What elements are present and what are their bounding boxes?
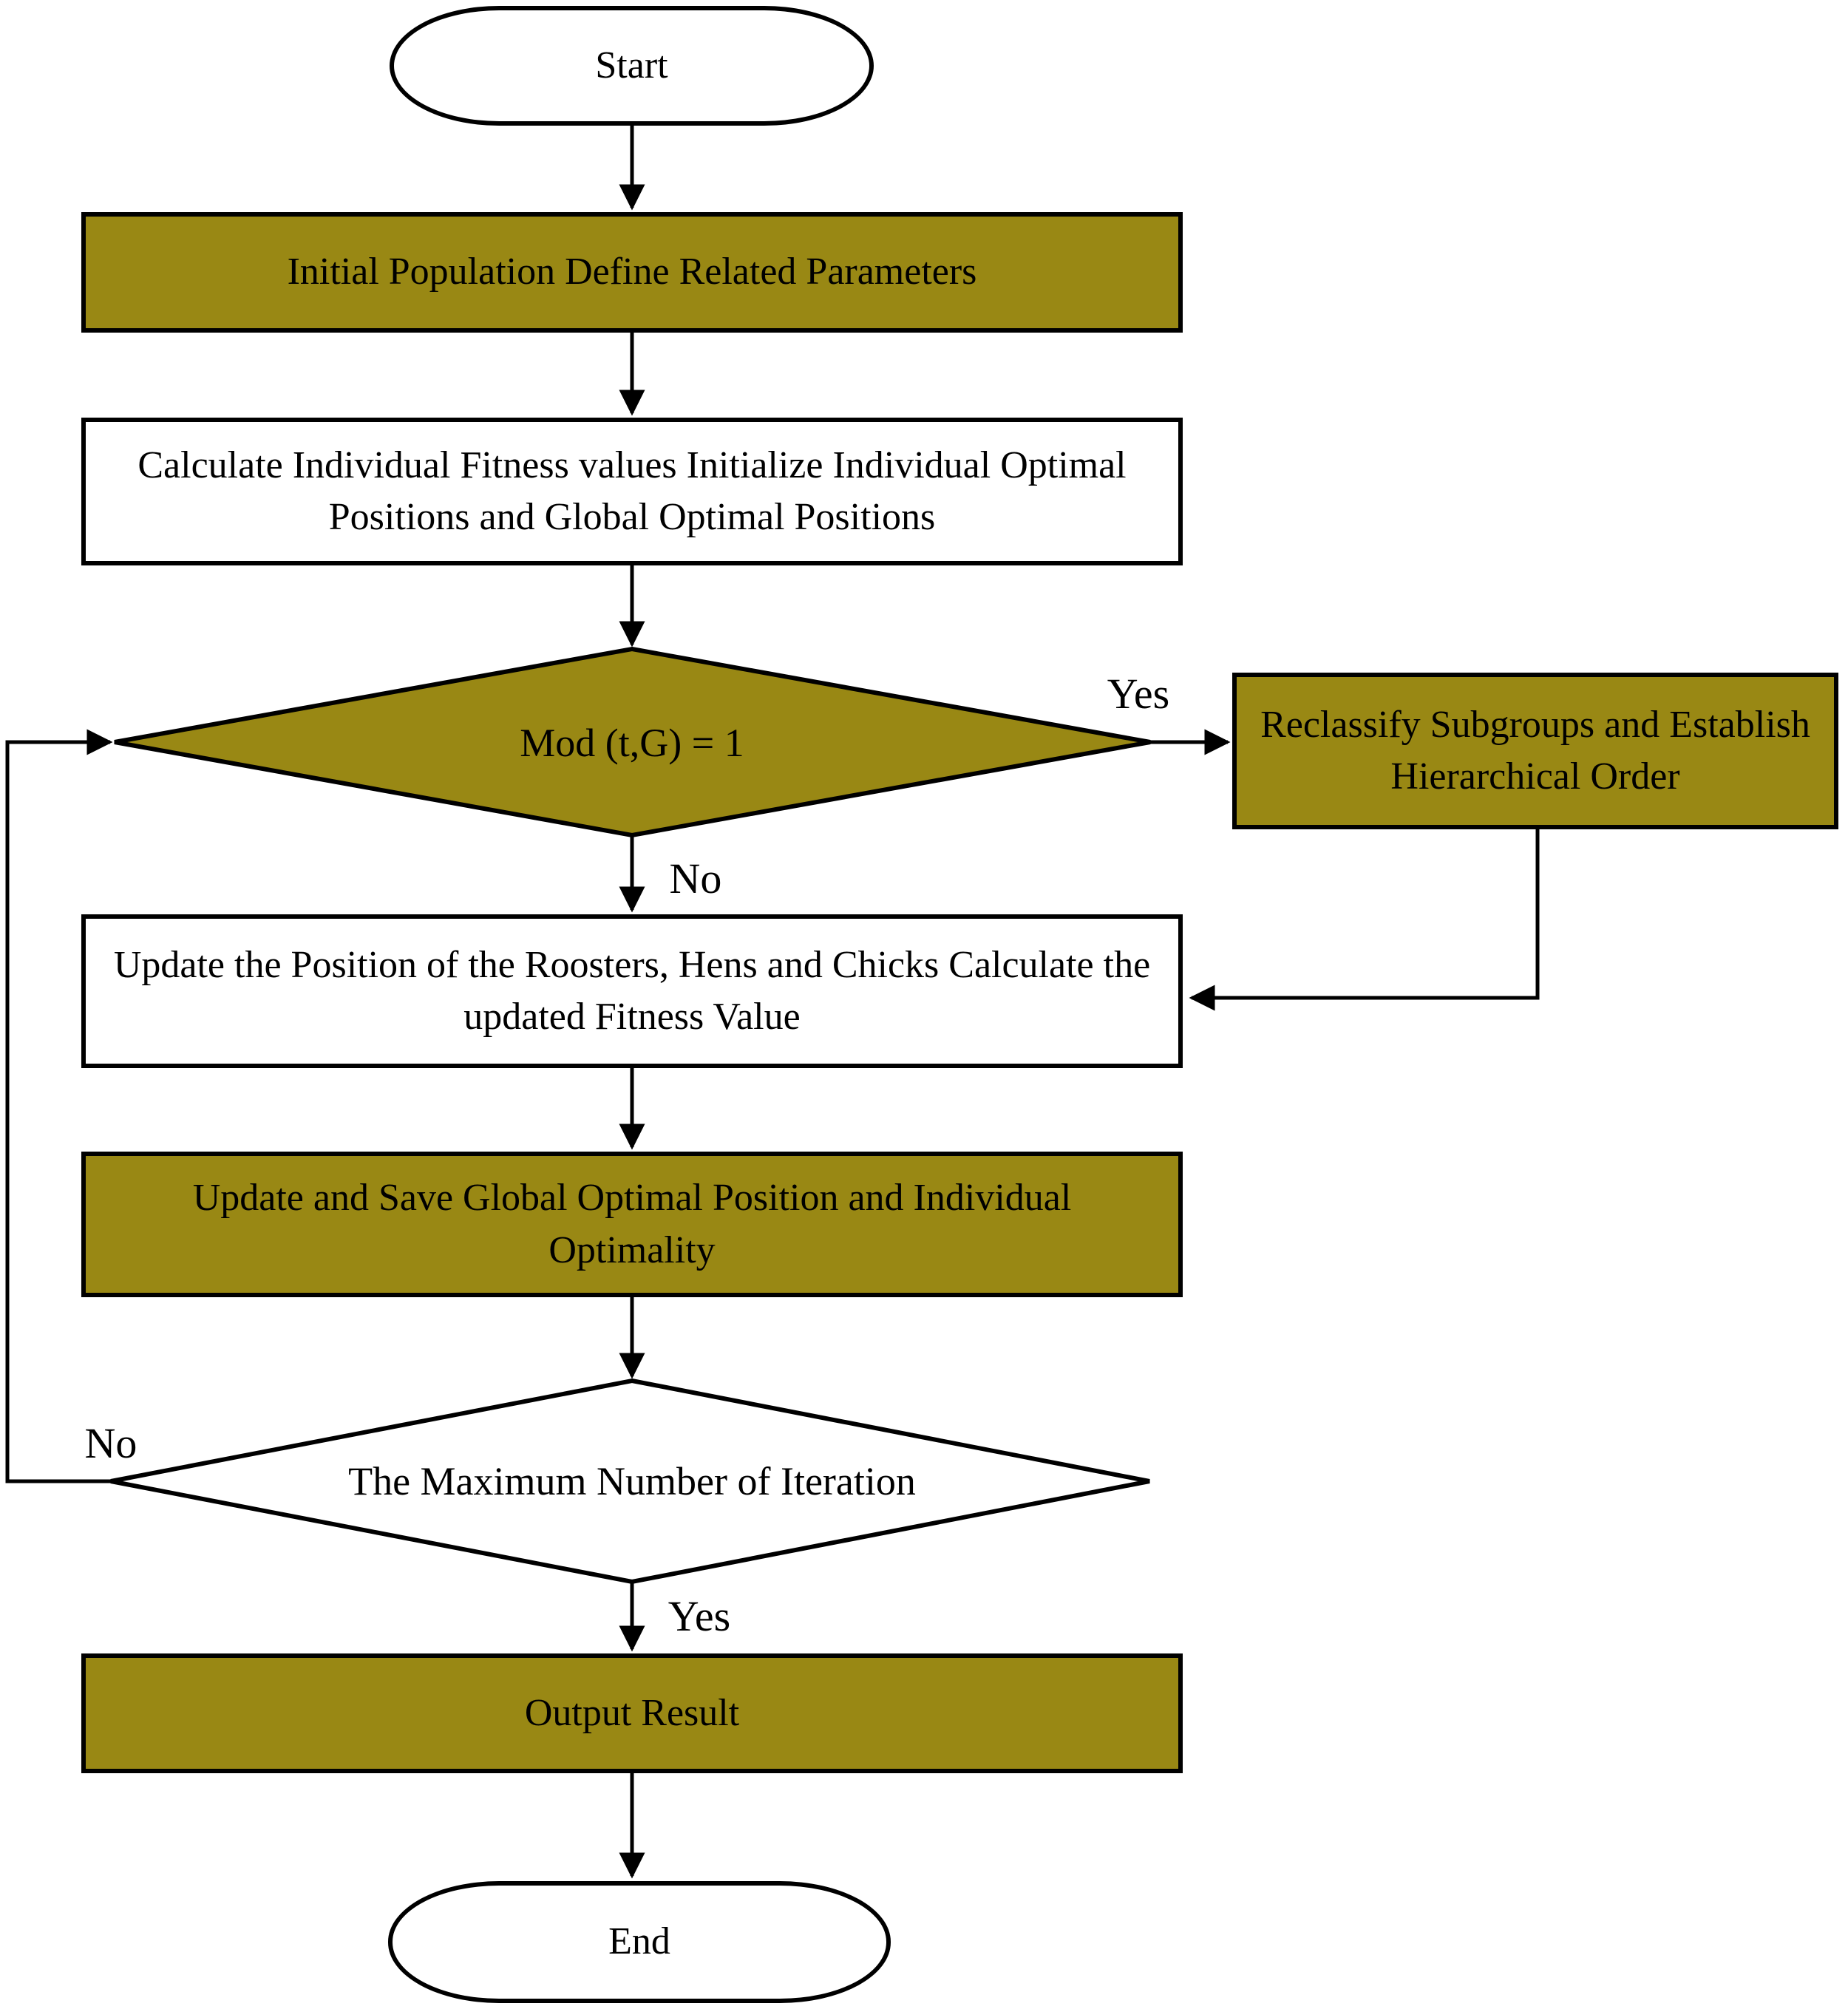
node-output-result: Output Result	[81, 1653, 1183, 1773]
edge-label-iteration-yes: Yes	[667, 1591, 731, 1640]
node-save-optimal: Update and Save Global Optimal Position and Individual Optimality	[81, 1152, 1183, 1297]
node-reclassify: Reclassify Subgroups and Establish Hierarchical Order	[1232, 673, 1838, 829]
edge-label-iteration-no: No	[84, 1418, 137, 1467]
edge-reclassify-to-update	[1192, 828, 1538, 998]
node-init-population: Initial Population Define Related Parameters	[81, 212, 1183, 333]
node-max-iteration-label: The Maximum Number of Iteration	[348, 1459, 916, 1503]
node-calc-fitness: Calculate Individual Fitness values Initialize Individual Optimal Positions and Global Optimal Positions	[81, 418, 1183, 565]
edge-label-mod-no: No	[669, 854, 722, 902]
edge-iteration-no-loopback	[7, 742, 111, 1481]
node-mod-check-label: Mod (t,G) = 1	[520, 721, 744, 765]
node-end: End	[388, 1881, 891, 2003]
node-start: Start	[390, 6, 874, 126]
edge-label-mod-yes: Yes	[1107, 669, 1170, 718]
node-update-position: Update the Position of the Roosters, Hens and Chicks Calculate the updated Fitness Value	[81, 914, 1183, 1068]
